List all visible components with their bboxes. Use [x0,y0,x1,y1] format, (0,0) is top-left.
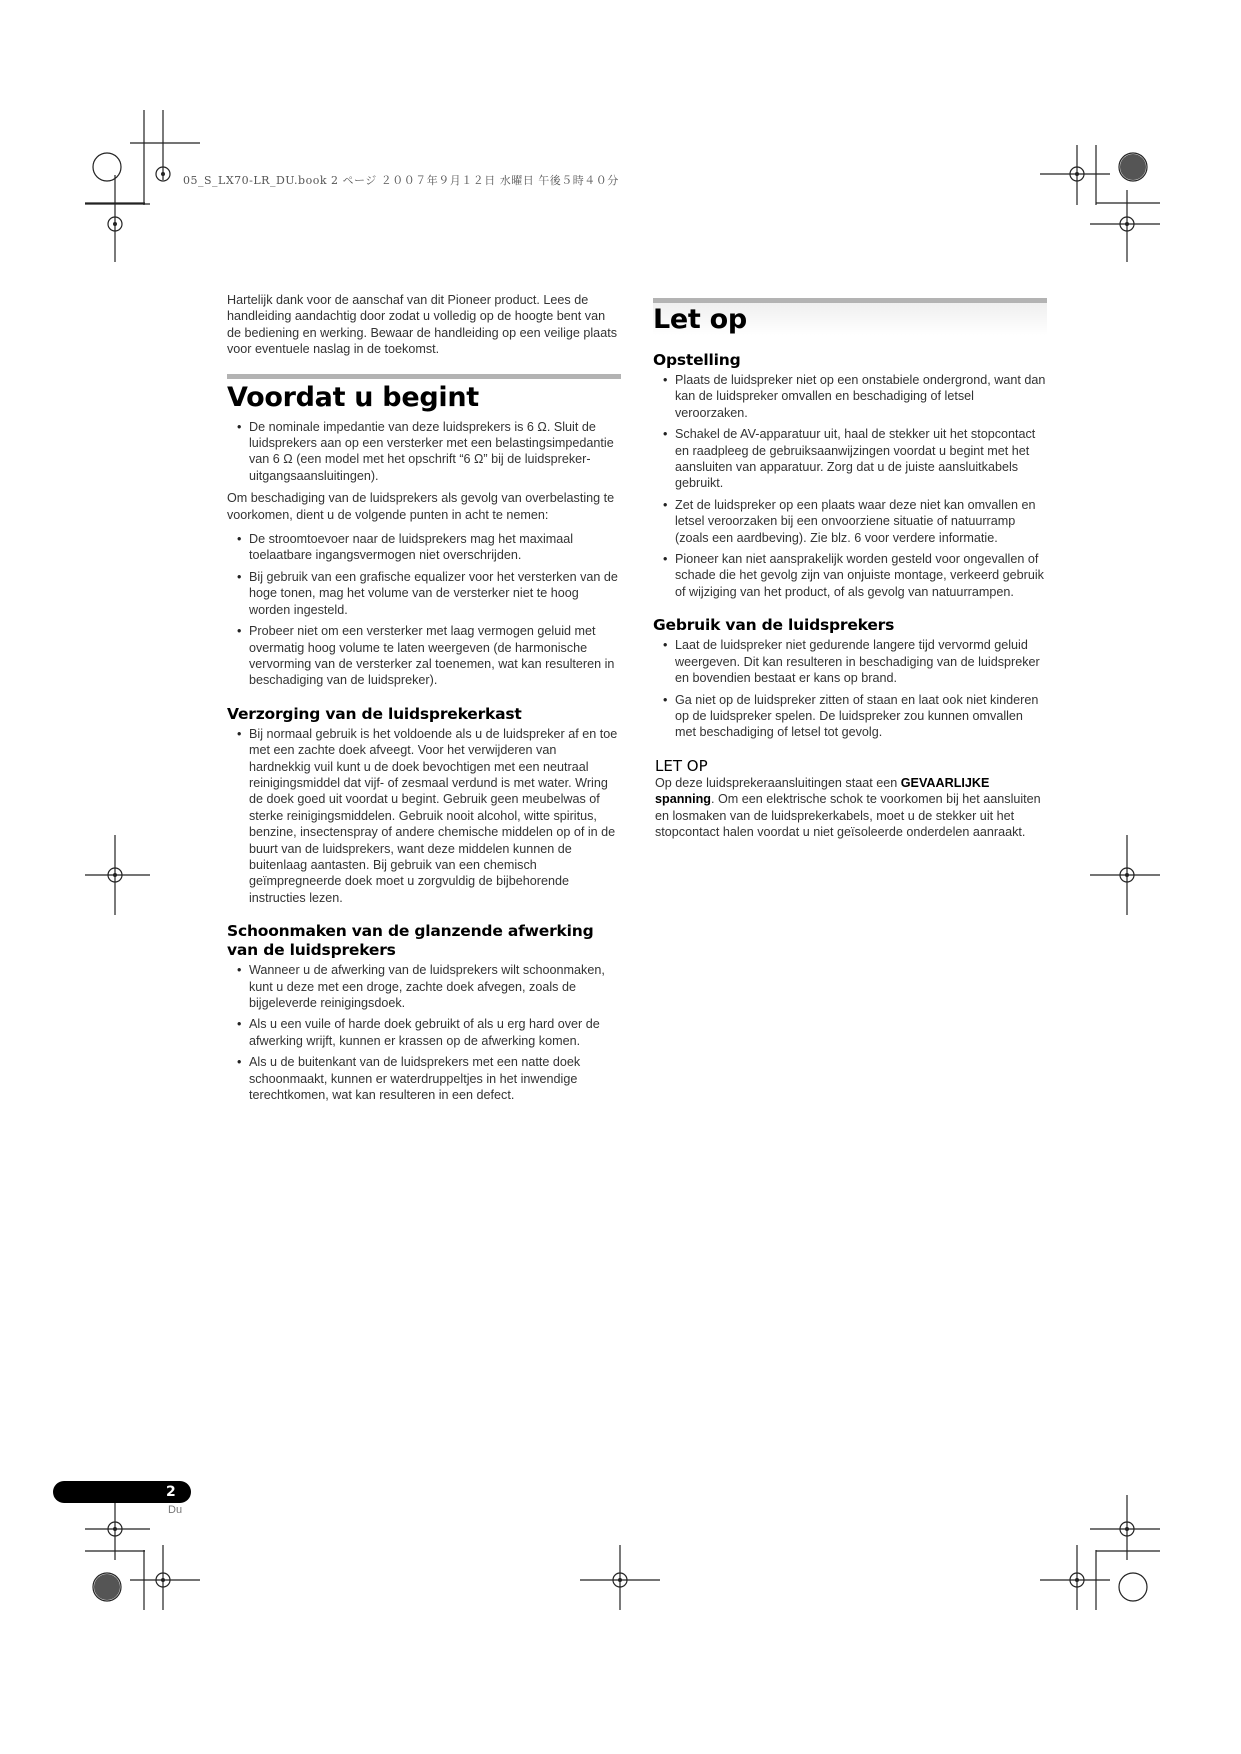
section-rule [227,374,621,379]
list-item: • Als u een vuile of harde doek gebruikt of als u erg hard over de afwerking wrijft, kunnen er krassen op de afwerking komen. [227,1016,621,1049]
impedance-list [227,419,621,485]
list-item: • De stroomtoevoer naar de luidsprekers mag het maximaal toelaatbare ingangsvermogen niet overschrijden. [227,531,621,564]
list-item: • Pioneer kan niet aansprakelijk worden gesteld voor ongevallen of schade die het gevolg zijn van onjuiste montage, verkeerd gebruik of wijziging van het product, of als gevolg van natuurrampen. [653,551,1047,600]
setup-list [653,372,1047,600]
right-column [653,298,1047,848]
warning-heading: LET OP [655,756,708,775]
list-item: • Laat de luidspreker niet gedurende langere tijd vervormd geluid weergeven. Dit kan resulteren in beschadiging van de luidspreker en bovendien bestaat er kans op brand. [653,637,1047,686]
warning-bold-voltage: spanning [655,792,711,807]
list-item: • Bij gebruik van een grafische equalizer voor het versterken van de hoge tonen, mag het volume van de versterker niet te hoog worden ingesteld. [227,569,621,618]
care-list [227,726,621,906]
cleaning-heading: Schoonmaken van de glanzende afwerking van de luidsprekers [227,922,594,960]
warning-bold-dangerous: GEVAARLIJKE [900,775,990,790]
section-title-before-you-start: Voordat u begint [227,381,479,413]
cleaning-list [227,962,621,1103]
list-item: • Zet de luidspreker op een plaats waar deze niet kan omvallen en letsel veroorzaken bij een onvoorziene situatie of natuurramp (zoals een aardbeving). Zie blz. 6 voor verdere informatie. [653,497,1047,546]
page-language: Du [168,1504,183,1516]
list-item: • Bij normaal gebruik is het voldoende als u de luidspreker af en toe met een zachte doek afveegt. Voor het verwijderen van hardnekkig vuil kunt u de doek bevochtigen met een neutraal reinigingsmiddel dat vijf- of zesmaal verdund is met water. Wring de doek goed uit voordat u begint. Gebruik geen meubelwas of sterke reinigingsmiddelen. Gebruik nooit alcohol, witte spiritus, benzine, insectenspray of andere chemische middelen op of in de buurt van de luidsprekers, want deze middelen kunnen de buitenlaag aantasten. Bij gebruik van een chemisch geïmpregneerde doek moet u zorgvuldig de bijbehorende instructies lezen. [227,726,621,906]
list-item: • Wanneer u de afwerking van de luidsprekers wilt schoonmaken, kunt u deze met een droge, zachte doek afvegen, zoals de bijgeleverde reinigingsdoek. [227,962,621,1011]
warning-text-pre: Op deze luidsprekeraansluitingen staat een [655,775,901,790]
care-heading: Verzorging van de luidsprekerkast [227,704,522,723]
list-item: • De nominale impedantie van deze luidsprekers is 6 Ω. Sluit de luidsprekers aan op een versterker met een belastingsimpedantie van 6 Ω (een model met het opschrift “6 Ω” bij de luidspreker-uitgangsaansluitingen). [227,419,621,485]
warning-text-post: . Om een elektrische schok te voorkomen bij het aansluiten en losmaken van de luidsprekerkabels, moet u de stekker uit het stopcontact halen voordat u niet geïsoleerde onderdelen aanraakt. [655,792,1041,839]
setup-heading: Opstelling [653,351,741,369]
print-file-header: 05_S_LX70-LR_DU.book 2 ページ ２００７年９月１２日 水曜日 午後５時４０分 [183,174,619,187]
overload-paragraph: Om beschadiging van de luidsprekers als gevolg van overbelasting te voorkomen, dient u de volgende punten in acht te nemen: [227,491,615,522]
list-item: • Als u de buitenkant van de luidsprekers met een natte doek schoonmaakt, kunnen er waterdruppeltjes in het inwendige terechtkomen, wat kan resulteren in een defect. [227,1054,621,1103]
warning-paragraph [655,775,1047,841]
list-item: • Plaats de luidspreker niet op een onstabiele ondergrond, want dan kan de luidspreker omvallen en beschadiging of letsel veroorzaken. [653,372,1047,421]
list-item: • Probeer niet om een versterker met laag vermogen geluid met overmatig hoog volume te laten weergeven (de harmonische vervorming van de versterker zal toenemen, wat kan resulteren in beschadiging van de luidspreker). [227,623,621,689]
list-item: • Ga niet op de luidspreker zitten of staan en laat ook niet kinderen op de luidspreker spelen. De luidspreker zou kunnen omvallen met beschadiging of letsel tot gevolg. [653,692,1047,741]
intro-paragraph: Hartelijk dank voor de aanschaf van dit Pioneer product. Lees de handleiding aandachtig door zodat u volledig op de hoogte bent van de bediening en werking. Bewaar de handleiding op een veilige plaats voor eventuele naslag in de toekomst. [227,293,617,357]
usage-list [653,637,1047,740]
usage-heading: Gebruik van de luidsprekers [653,616,895,635]
section-title-caution: Let op [653,303,1047,341]
list-item: • Schakel de AV-apparatuur uit, haal de stekker uit het stopcontact en raadpleeg de gebruiksaanwijzingen voordat u begint met het aansluiten van apparatuur. Zorg dat u de juiste aansluitkabels gebruikt. [653,426,1047,492]
page-number: 2 [166,1484,176,1500]
left-column [227,292,621,1109]
overload-list [227,531,621,689]
